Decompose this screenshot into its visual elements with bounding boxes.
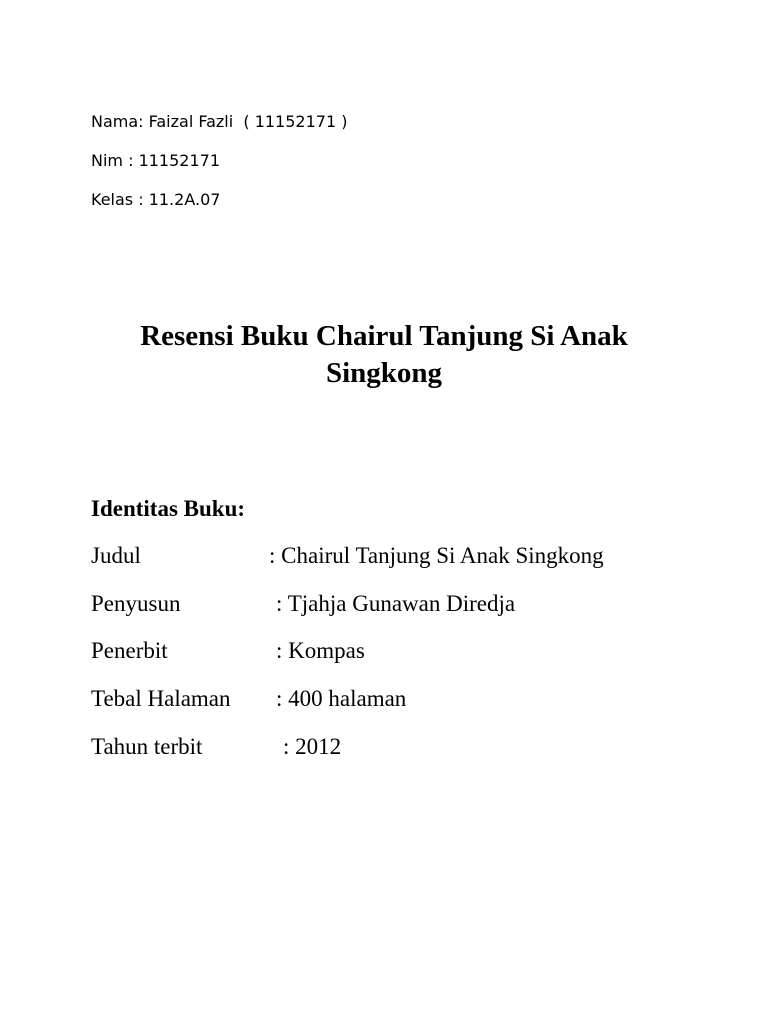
identity-value: : 2012	[283, 734, 342, 759]
identity-label: Penyusun	[91, 591, 181, 616]
identity-value: : 400 halaman	[276, 686, 407, 711]
identity-label: Penerbit	[91, 638, 168, 663]
identity-row-tahun-terbit	[91, 732, 342, 822]
identity-heading: Identitas Buku:	[91, 496, 246, 521]
document-title: Resensi Buku Chairul Tanjung Si Anak Singkong	[140, 320, 628, 389]
identity-value: : Chairul Tanjung Si Anak Singkong	[269, 543, 604, 568]
student-nim-line: Nim : 11152171	[91, 151, 220, 170]
identity-label: Judul	[91, 543, 141, 568]
identity-label: Tahun terbit	[91, 734, 203, 759]
identity-label: Tebal Halaman	[91, 686, 231, 711]
identity-value: : Tjahja Gunawan Diredja	[276, 591, 516, 616]
student-name-line: Nama: Faizal Fazli ( 11152171 )	[91, 112, 348, 131]
identity-value: : Kompas	[276, 638, 365, 663]
student-class-line: Kelas : 11.2A.07	[91, 190, 221, 209]
